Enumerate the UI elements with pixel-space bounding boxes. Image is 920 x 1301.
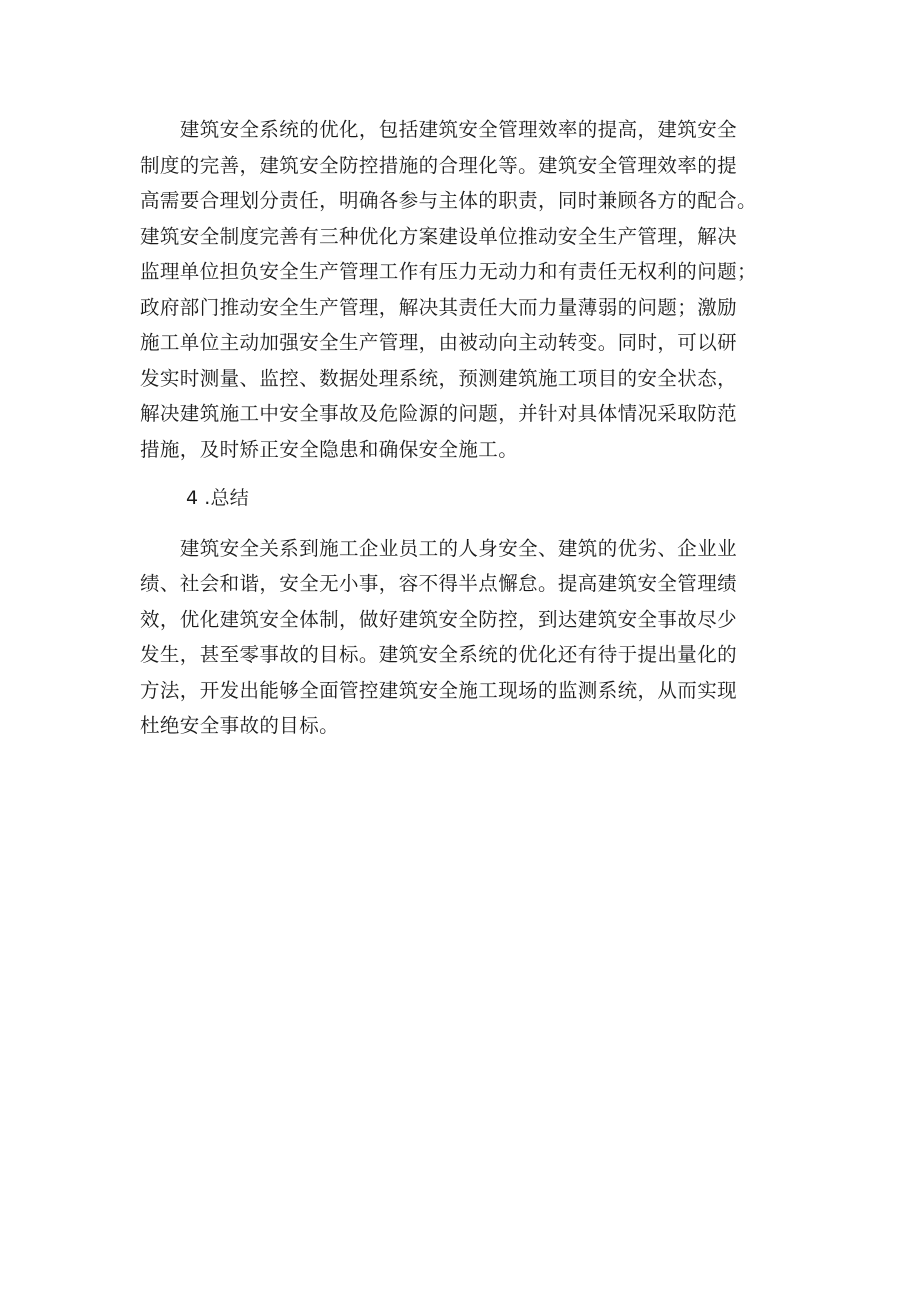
section-heading — [140, 481, 794, 517]
paragraph-line: 解决建筑施工中安全事故及危险源的问题，并针对具体情况采取防范 — [140, 402, 738, 425]
section-title: .总结 — [204, 487, 249, 509]
paragraph-line: 发实时测量、监控、数据处理系统，预测建筑施工项目的安全状态， — [140, 366, 738, 390]
paragraph-line: 监理单位担负安全生产管理工作有压力无动力和有责任无权利的问题； — [140, 260, 757, 283]
paragraph-line: 杜绝安全事故的目标。 — [140, 714, 340, 737]
paragraph-spacer — [140, 517, 794, 531]
paragraph-line: 绩、社会和谐，安全无小事，容不得半点懈怠。提高建筑安全管理绩 — [140, 572, 738, 595]
paragraph-optimization — [140, 112, 794, 467]
paragraph-line: 方法，开发出能够全面管控建筑安全施工现场的监测系统，从而实现 — [140, 678, 738, 702]
paragraph-line: 高需要合理划分责任，明确各参与主体的职责，同时兼顾各方的配合。 — [140, 189, 757, 212]
document-body — [140, 112, 794, 744]
paragraph-line: 制度的完善，建筑安全防控措施的合理化等。建筑安全管理效率的提 — [140, 153, 738, 177]
paragraph-spacer — [140, 467, 794, 481]
paragraph-line: 建筑安全制度完善有三种优化方案建设单位推动安全生产管理，解决 — [140, 224, 738, 248]
paragraph-line: 发生，甚至零事故的目标。建筑安全系统的优化还有待于提出量化的 — [140, 643, 738, 666]
paragraph-line: 措施，及时矫正安全隐患和确保安全施工。 — [140, 437, 519, 461]
paragraph-line: 建筑安全关系到施工企业员工的人身安全、建筑的优劣、企业业 — [140, 536, 738, 560]
paragraph-line: 效，优化建筑安全体制，做好建筑安全防控，到达建筑安全事故尽少 — [140, 607, 738, 631]
paragraph-summary — [140, 531, 794, 744]
paragraph-line: 施工单位主动加强安全生产管理，由被动向主动转变。同时，可以研 — [140, 331, 738, 354]
section-number: 4 — [186, 487, 199, 509]
paragraph-line: 政府部门推动安全生产管理，解决其责任大而力量薄弱的问题；激励 — [140, 295, 738, 319]
paragraph-line: 建筑安全系统的优化，包括建筑安全管理效率的提高，建筑安全 — [140, 118, 738, 141]
